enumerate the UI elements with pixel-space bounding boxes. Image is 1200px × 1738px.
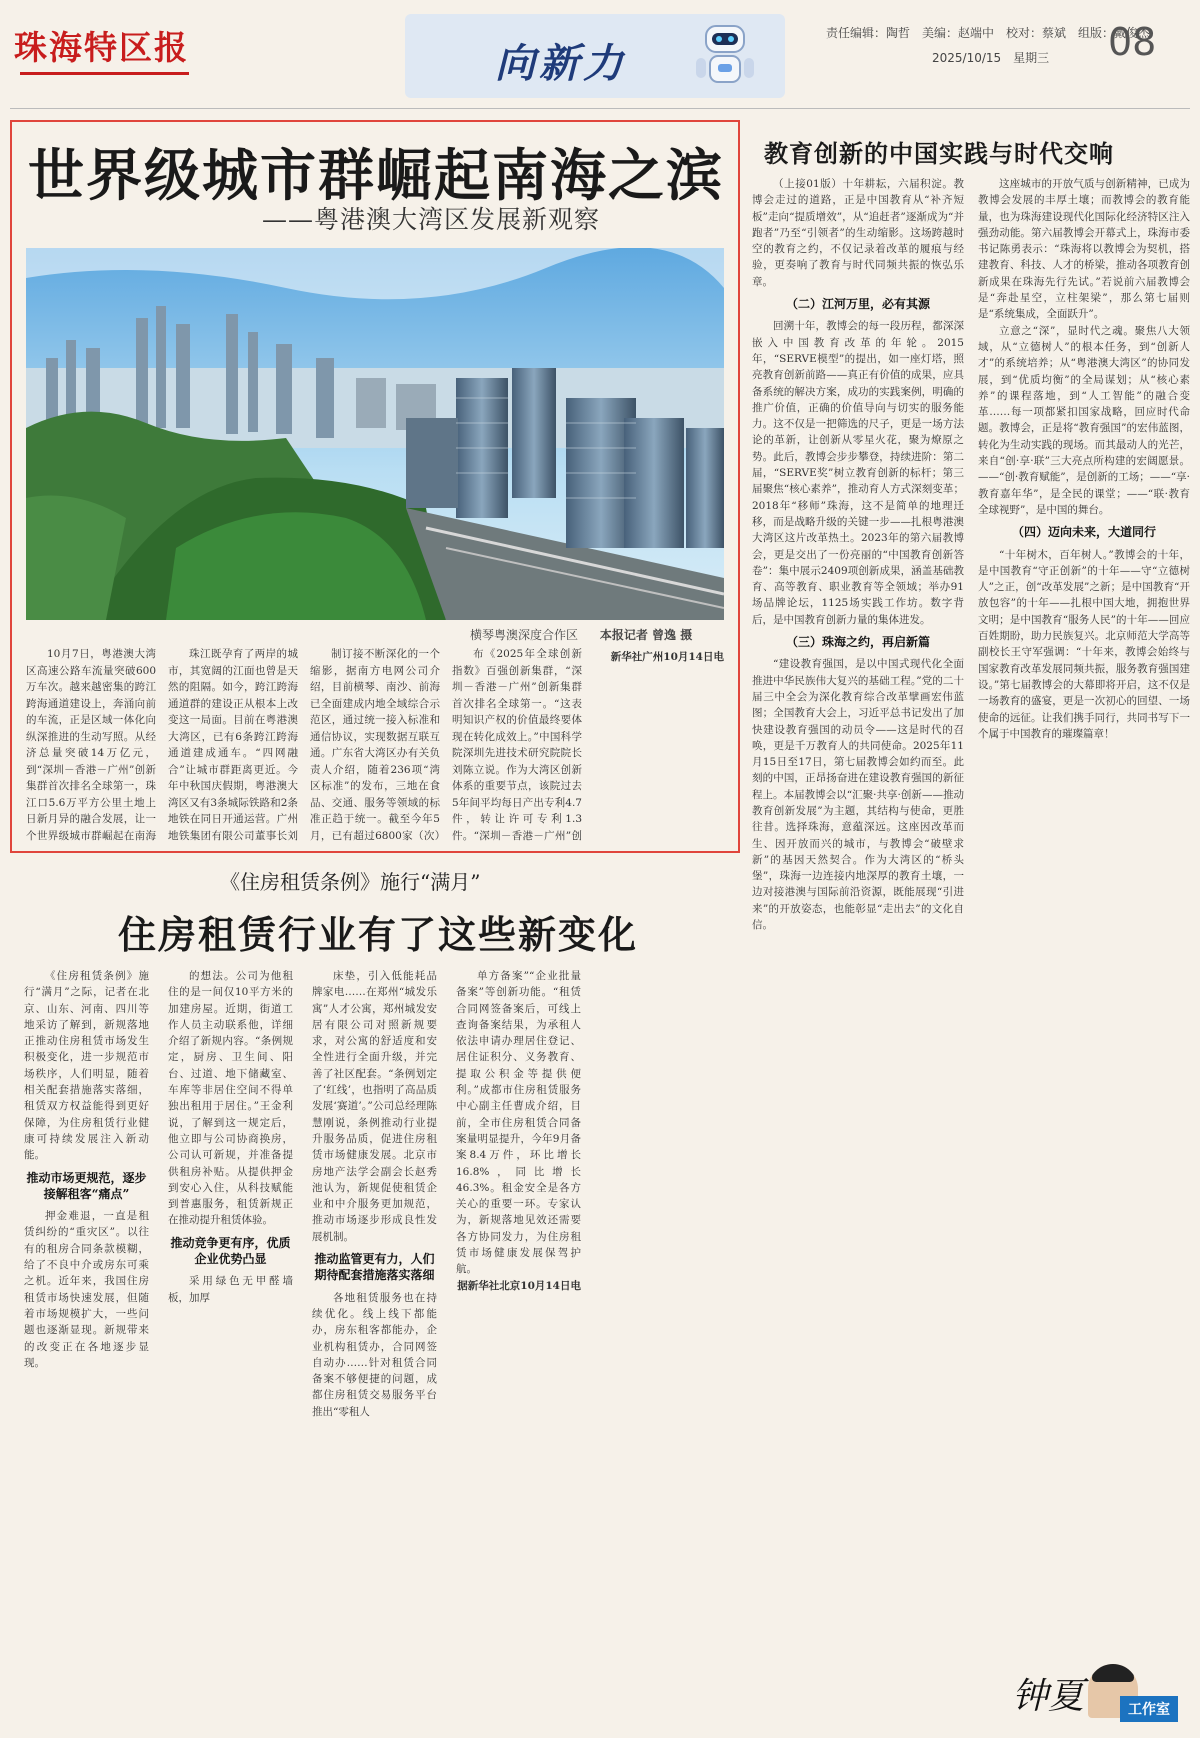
photo-credit-line: [470, 626, 692, 643]
studio-badge: [1012, 1670, 1192, 1730]
studio-label: 工作室: [1120, 1696, 1178, 1722]
feature-subheadline: ——粤港澳大湾区发展新观察: [262, 205, 601, 234]
feature-dateline: 新华社广州10月14日电: [610, 651, 724, 663]
date-line: 2025/10/15 星期三: [932, 51, 1050, 65]
feature-column-4: 布《2025年全球创新指数》百强创新集群，“深圳－香港－广州”创新集群首次排名全球第一。“这表明知识产权的价值最终要体现在转化成效上。”中国科学院深圳先进技术研究院院长刘陈立说。作为大湾区创新体系的重要节点，该院过去5年间平均每日产出专利4.7件，转让许可专利1.3件。“深圳－香港－广州”创: [452, 648, 582, 842]
housing-column-2: 的想法。公司为他租住的是一间仅10平方米的加建房屋。近期，街道工作人员主动联系他，详细介绍了新规内容。“条例规定，厨房、卫生间、阳台、过道、地下储藏室、车库等非居住空间不得单独出租用于居住。”王金利说，了解到这一规定后，他立即与公司协商换房，公司认可新规，并准备提供租房补贴。从提供押金到安心入住，从科技赋能到普惠服务，租赁新规正在推动提升租赁体验。 推动竞争更有序，优质企业优势凸显 采用绿色无甲醛墙板，加厚: [168, 970, 293, 1304]
robot-icon: [690, 20, 760, 92]
education-column-1: （上接01版）十年耕耘，六届积淀。教博会走过的道路，正是中国教育从“补齐短板”走向“提质增效”，从“追赶者”逐渐成为“并跑者”乃至“引领者”的生动缩影。这场跨越时空的教育之约，不仅记录着改革的履痕与经验，更奏响了教育与时代同频共振的恢弘乐章。 （二）江河万里，必有其源 回溯十年，教博会的每一段历程，都深深嵌入中国教育改革的年轮。2015年，“SERVE模型”的提出，如一座灯塔，照亮教育创新前路——真正有价值的成果，应具备系统的解决方案，成功的实践案例，明确的推广价值，正确的价值导向与切实的服务能力。这不仅是一把筛选的尺子，更是一场方法论的革新，让创新从零星火花，聚为燎原之势。此后，教博会步步攀登，持续进阶：第二届，“SERVE奖”树立教育创新的标杆；第三届聚焦“核心素养”，推动育人方式深刻变革；2018年“移师”珠海，这不是简单的地理迁移，而是战略升级的关键一步——扎根粤港澳大湾区这片改革热土。2023年的第六届教博会，更是交出了一份亮丽的“中国教育创新答卷”：集中展示2409项创新成果，涵盖基础教育、高等教育、职业教育等全领域；举办91场品牌论坛，1125场实践工作坊。数字背后，是中国教育创新力量的集体进发。 （三）珠海之约，再启新篇 “建设教育强国，是以中国式现代化全面推进中华民族伟大复兴的基础工程。”党的二十届三中全会为深化教育综合改革擘画宏伟蓝图；全国教育大会上，习近平总书记发出了加快建设教育强国的动员令——这是时代的召唤，更是千万教育人的共同使命。2025年11月15日至17日，第七届教博会如约而至。此刻的中国，正昂扬奋进在建设教育强国的新征程上。本届教博会以“汇聚·共享·创新——推动教育创新发展”为主题，其结构与使命，更胜往昔。选择珠海，意蕴深远。这座因改革而生、因开放而兴的城市，与教博会“破壁求新”的基因天然契合。作为大湾区的“桥头堡”，珠海一边连接内地深厚的教育土壤，一边对接港澳与国际前沿资源，既能展现“引进来”的开放姿态，也能彰显“走出去”的文化自信。: [752, 178, 964, 932]
section-heading: 推动竞争更有序，优质企业优势凸显: [170, 1235, 291, 1267]
feature-column-3: 制订接不断深化的一个缩影，据南方电网公司介绍，目前横琴、南沙、前海已全面建成内地全域综合示范区，通过统一接入标准和通信协议，实现数据互联互通。广东省大湾区办有关负责人介绍，随着236项“湾区标准”的发布，三地在食品、交通、服务等领域的标准正趋于统一。截至今年5月，已有超过6800家（次）: [310, 648, 440, 842]
housing-column-3: 床垫，引入低能耗品牌家电……在郑州“城发乐寓”人才公寓，郑州城发安居有限公司对照新规要求，对公寓的舒适度和安全性进行全面升级，并完善了社区配套。“条例划定了‘红线’，也指明了高品质发展‘赛道’。”公司总经理陈慧刚说，条例推动行业提升服务品质，促进住房租赁市场健康发展。北京市房地产法学会副会长赵秀池认为，新规促使租赁企业和中介服务更加规范，推动市场逐步形成良性发展机制。 推动监管更有力，人们期待配套措施落实落细 各地租赁服务也在持续优化。线上线下都能办，房东租客都能办，企业机构租赁办，合同网签自动办……针对租赁合同备案不够便捷的问题，成都住房租赁交易服务平台推出“零租人: [312, 970, 437, 1418]
housing-column-1: 《住房租赁条例》施行“满月”之际，记者在北京、山东、河南、四川等地采访了解到，新规落地正推动住房租赁市场发生积极变化，进一步规范市场秩序，人们明显，随着相关配套措施落实落细，租赁双方权益能得到更好保障，为住房租赁行业健康可持续发展注入新动能。 推动市场更规范，逐步接解租客“痛点” 押金难退，一直是租赁纠纷的“重灾区”。以往有的租房合同条款模糊，给了不良中介或房东可乘之机。近年来，我国住房租赁市场快速发展，但随着市场规模扩大，一些问题也逐渐显现。新规带来的改变正在各地逐步显现。: [24, 970, 149, 1369]
header-divider: [10, 108, 1190, 109]
education-body: [752, 176, 1192, 1726]
masthead: [0, 0, 1200, 106]
feature-article: [10, 120, 740, 853]
editors-line: 责任编辑：陶哲 美编：赵端中 校对：蔡斌 组版：戴俊杰: [826, 26, 1151, 40]
photo-caption: 横琴粤澳深度合作区: [470, 628, 579, 642]
housing-headline: 住房租赁行业有了这些新变化: [118, 912, 639, 957]
education-article: [752, 120, 1192, 1730]
feature-body: [26, 646, 724, 846]
page-number: 08: [1108, 20, 1157, 64]
education-column-2: 这座城市的开放气质与创新精神，已成为教博会发展的丰厚土壤；而教博会的教育能量，也为珠海建设现代化国际化经济特区注入强劲动能。第六届教博会开幕式上，珠海市委书记陈勇表示：“珠海将以教博会为契机，搭建教育、科技、人才的桥梁，推动各项教育创新成果在珠海先行先试。”若说前六届教博会是“奔赴星空，立柱架梁”，那么第七届则是“系统集成，全面跃升”。 立意之“深”，显时代之魂。聚焦八大领域，从“立德树人”的根本任务，到“创新人才”的系统培养；从“粤港澳大湾区”的协同发展，到“优质均衡”的全局谋划；从“核心素养”的课程落地，到“人工智能”的融合变革……每一项都紧扣国家战略，回应时代命题。教博会，正是将“教育强国”的宏伟蓝图，转化为生动实践的现场。而其最动人的光芒，来自“创·享·联”三大亮点所构建的宏阔愿景。——“创·教育赋能”，是创新的工场；——“享·教育嘉年华”，是全民的课堂；——“联·教育全球视野”，是中国的舞台。 （四）迈向未来，大道同行 “十年树木，百年树人。”教博会的十年，是中国教育“守正创新”的十年——守“立德树人”之正，创“改革发展”之新；是中国教育“开放包容”的十年——扎根中国大地，拥抱世界文明；是中国教育“服务人民”的十年——回应百姓期盼，助力民族复兴。北京师范大学高等副校长王守军强调：“十年来，教博会始终与国家教育改革发展同频共振，服务教育强国建设。”第七届教博会的大幕即将开启，这不仅是一场教育的盛宴，更是一次初心的回望、一场使命的远征。让我们携手同行，共同书写下一个属于中国教育的璀璨篇章！: [978, 178, 1190, 740]
housing-dateline: 据新华社北京10月14日电: [457, 1279, 581, 1292]
housing-column-4: 单方备案”“企业批量备案”等创新功能。“租赁合同网签备案后，可线上查询备案结果，为承租人依法申请办理居住登记、居住证积分、义务教育、提取公积金等提供便利。”成都市住房租赁服务中心副主任曹成介绍，目前，全市住房租赁合同备案量明显提升，今年9月备案8.4万件，环比增长16.8%，同比增长46.3%。租金安全是各方关心的重要一环。专家认为，新规落地见效还需要各方协同发力，为住房租赁市场健康发展保驾护航。 据新华社北京10月14日电: [456, 968, 581, 1730]
section-heading: 推动监管更有力，人们期待配套措施落实落细: [314, 1252, 435, 1283]
city-skyline-photo: [26, 248, 724, 620]
housing-article: [10, 862, 740, 1730]
feature-column-1: 10月7日，粤港澳大湾区高速公路车流量突破600万车次。越来越密集的跨江跨海通道建设上，奔涌向前的车流，正是区域一体化向纵深推进的生动写照。从经济总量突破14万亿元，到“深圳－香港－广州”创新集群首次排名全球第一，珠江口5.6万平方公里土地上日新月异的融合发展，让一个世界级城市群崛起在南海: [26, 648, 156, 842]
studio-signature: 钟夏: [1012, 1676, 1085, 1717]
section-heading: （四）迈向未来，大道同行: [1011, 525, 1156, 540]
photo-credit: 本报记者 曾逸 摄: [599, 628, 693, 642]
education-headline: 教育创新的中国实践与时代交响: [764, 139, 1114, 168]
feature-headline: 世界级城市群崛起南海之滨: [28, 143, 724, 209]
feature-column-5: [594, 646, 724, 846]
housing-body: [24, 968, 724, 1730]
column-banner: [405, 14, 785, 98]
section-heading: 推动市场更规范，逐步接解租客“痛点”: [26, 1170, 147, 1201]
section-heading: （三）珠海之约，再启新篇: [785, 635, 930, 650]
column-title: 向新力: [495, 40, 627, 87]
section-heading: （二）江河万里，必有其源: [785, 297, 930, 312]
paper-logo: 珠海特区报: [14, 22, 189, 69]
housing-kicker: 《住房租赁条例》施行“满月”: [220, 870, 481, 894]
feature-column-2: 珠江既孕育了两岸的城市，其宽阔的江面也曾是天然的阻隔。如今，跨江跨海通道群的建设正从根本上改变这一局面。目前在粤港澳大湾区，已有6条跨江跨海通道建成通车。“四网融合”让城市群距离更近。今年中秋国庆假期，粤港澳大湾区又有3条城际铁路和2条地铁在同日开通运营。广州地铁集团有限公司董事长刘: [168, 648, 298, 842]
